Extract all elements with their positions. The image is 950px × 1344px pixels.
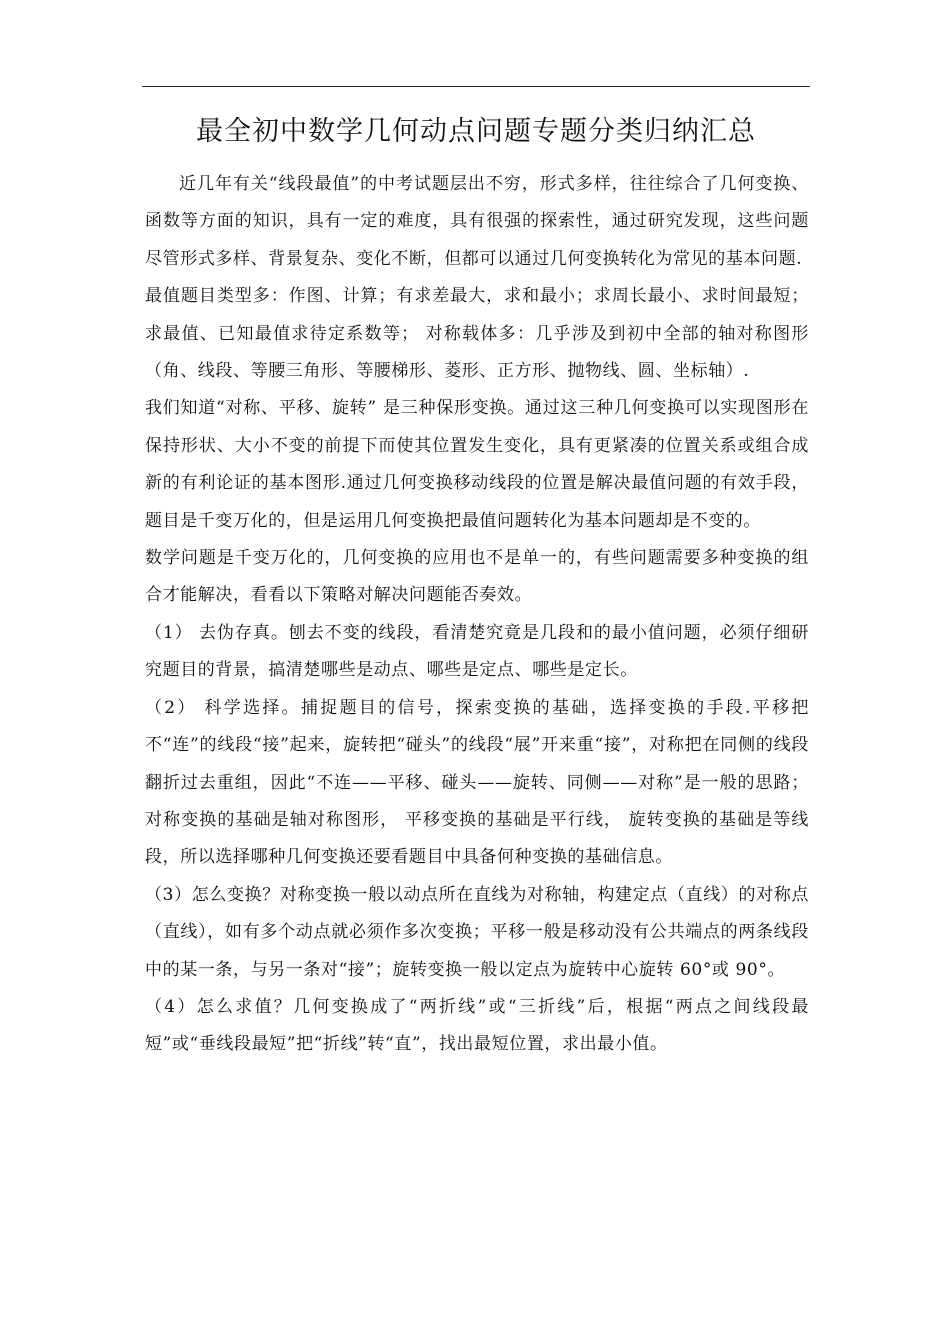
document-body	[145, 166, 809, 1064]
paragraph-strategy-4: （4）怎么求值？几何变换成了“两折线”或“三折线”后，根据“两点之间线段最短”或“垂线段最短”把“折线”转“直”，找出最短位置，求出最小值。	[145, 996, 809, 1055]
paragraph-strategy-1: （1） 去伪存真。刨去不变的线段，看清楚究竟是几段和的最小值问题，必须仔细研究题目的背景，搞清楚哪些是动点、哪些是定点、哪些是定长。	[145, 622, 809, 681]
paragraph-strategy-2: （2） 科学选择。捕捉题目的信号，探索变换的基础，选择变换的手段.平移把不“连”的线段“接”起来，旋转把“碰头”的线段“展”开来重“接”，对称把在同侧的线段翻折过去重组，因此“不连——平移、碰头——旋转、同侧——对称”是一般的思路；对称变换的基础是轴对称图形， 平移变换的基础是平行线， 旋转变换的基础是等线段，所以选择哪种几何变换还要看题目中具备何种变换的基础信息。	[145, 697, 809, 868]
paragraph-intro: 近几年有关“线段最值”的中考试题层出不穷，形式多样，往往综合了几何变换、函数等方面的知识，具有一定的难度，具有很强的探索性，通过研究发现，这些问题尽管形式多样、背景复杂、变化不断，但都可以通过几何变换转化为常见的基本问题.	[145, 174, 809, 269]
paragraph-strategy-3: （3）怎么变换？对称变换一般以动点所在直线为对称轴，构建定点（直线）的对称点（直线），如有多个动点就必须作多次变换；平移一般是移动没有公共端点的两条线段中的某一条，与另一条对“接”；旋转变换一般以定点为旋转中心旋转 60°或 90°。	[145, 884, 809, 980]
document-title: 最全初中数学几何动点问题专题分类归纳汇总	[196, 116, 756, 147]
paragraph-transformations: 我们知道“对称、平移、旋转” 是三种保形变换。通过这三种几何变换可以实现图形在保持形状、大小不变的前提下而使其位置发生变化，具有更紧凑的位置关系或组合成新的有利论证的基本图形.通过几何变换移动线段的位置是解决最值问题的有效手段，题目是千变万化的，但是运用几何变换把最值问题转化为基本问题却是不变的。	[145, 398, 809, 531]
paragraph-strategies-intro: 数学问题是千变万化的，几何变换的应用也不是单一的，有些问题需要多种变换的组合才能解决，看看以下策略对解决问题能否奏效。	[145, 548, 809, 606]
paragraph-question-types: 最值题目类型多：作图、计算；有求差最大，求和最小；求周长最小、求时间最短；求最值、已知最值求待定系数等； 对称载体多：几乎涉及到初中全部的轴对称图形（角、线段、等腰三角形、等腰梯形、菱形、正方形、抛物线、圆、坐标轴）.	[145, 286, 809, 382]
header-rule	[142, 86, 810, 87]
